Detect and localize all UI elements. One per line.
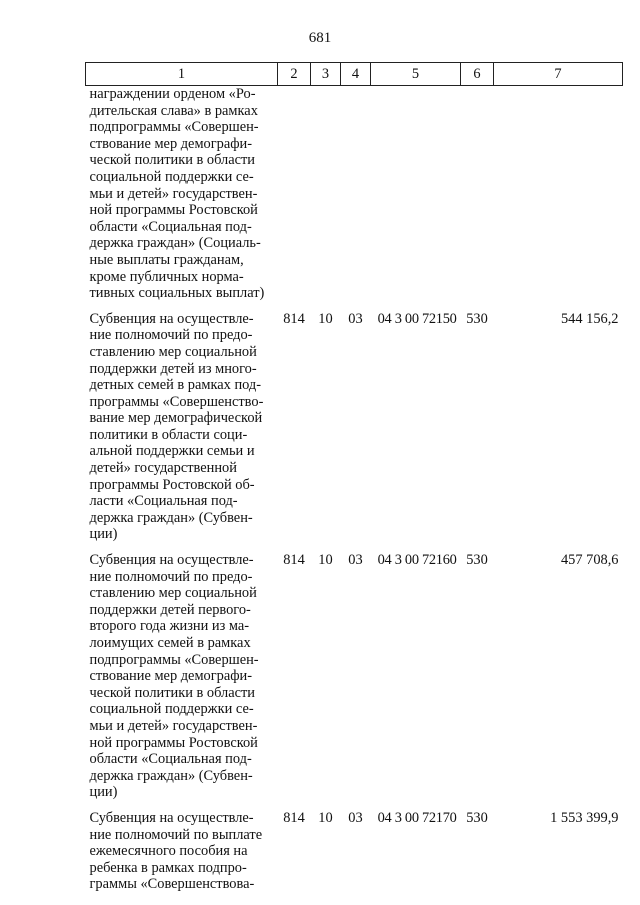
description-line: программы Ростовской об-	[89, 476, 255, 493]
ministry-code: 814	[283, 310, 305, 327]
description-line: поддержки детей из много-	[89, 360, 257, 377]
description-line: награждении орденом «Ро-	[89, 86, 256, 102]
expense-type-code: 530	[466, 310, 488, 327]
description-line: ние полномочий по выплате	[89, 826, 263, 843]
description-line: дительская слава» в рамках	[89, 102, 258, 119]
description-line: ние полномочий по предо-	[89, 327, 253, 344]
amount-value	[494, 86, 623, 311]
header-col-2: 2	[278, 63, 311, 86]
description-line: тивных социальных выплат)	[89, 285, 265, 302]
header-col-1: 1	[86, 63, 278, 86]
subsection-code: 03	[348, 809, 363, 826]
description-line: мьи и детей» государствен-	[89, 717, 258, 734]
table-row	[86, 311, 623, 552]
description-line: лоимущих семей в рамках	[89, 635, 251, 651]
description-line: ласти «Социальная под-	[89, 493, 238, 510]
description-line: детных семей в рамках под-	[89, 377, 262, 394]
section-code: 10	[318, 552, 333, 569]
description-line: ной программы Ростовской	[89, 734, 258, 751]
header-col-6: 6	[461, 63, 494, 86]
description-line: области «Социальная под-	[89, 751, 252, 768]
expense-type-code	[461, 86, 494, 311]
table-row	[86, 552, 623, 810]
ministry-code: 814	[283, 809, 305, 826]
description-line: Субвенция на осуществле-	[89, 552, 254, 569]
target-article-code: 04 3 00 72160	[377, 552, 457, 569]
section-code: 10	[318, 310, 333, 327]
description-line: области «Социальная под-	[89, 218, 252, 235]
description-line: подпрограммы «Совершен-	[89, 119, 259, 136]
row-description	[86, 86, 278, 311]
section-code	[311, 86, 341, 311]
description-line: ствование мер демографи-	[89, 668, 253, 685]
table-header	[86, 63, 623, 86]
ministry-code: 814	[283, 552, 305, 569]
description-line: социальной поддержки се-	[89, 701, 254, 718]
target-article-code: 04 3 00 72150	[377, 310, 457, 327]
subsection-code: 03	[348, 552, 363, 569]
description-line: мьи и детей» государствен-	[89, 185, 258, 202]
description-line: держка граждан» (Субвен-	[89, 767, 253, 784]
expense-type-code: 530	[466, 552, 488, 569]
target-article-code	[371, 86, 461, 311]
row-description	[86, 810, 278, 902]
description-line: альной поддержки семьи и	[89, 443, 255, 460]
table-body	[86, 86, 623, 902]
description-line: подпрограммы «Совершен-	[89, 651, 259, 668]
description-line: ствование мер демографи-	[89, 135, 253, 152]
description-line: ческой политики в области	[89, 684, 255, 701]
table-row	[86, 810, 623, 902]
description-line: детей» государственной	[89, 460, 237, 477]
description-line: ставлению мер социальной	[89, 585, 257, 602]
row-description	[86, 552, 278, 810]
row-description	[86, 311, 278, 552]
header-col-7: 7	[494, 63, 623, 86]
description-line: ребенка в рамках подпро-	[89, 859, 247, 876]
description-line: программы «Совершенство-	[89, 393, 264, 410]
subsection-code	[341, 86, 371, 311]
description-line: Субвенция на осуществле-	[89, 809, 254, 826]
subsection-code: 03	[348, 310, 363, 327]
description-line: второго года жизни из ма-	[89, 618, 250, 635]
description-line: держка граждан» (Субвен-	[89, 509, 253, 526]
description-line: политики в области соци-	[89, 426, 248, 443]
description-line: ние полномочий по предо-	[89, 568, 253, 585]
amount-value: 457 708,6	[560, 552, 619, 569]
target-article-code: 04 3 00 72170	[377, 809, 457, 826]
header-col-5: 5	[371, 63, 461, 86]
description-line: кроме публичных норма-	[89, 268, 244, 285]
header-col-4: 4	[341, 63, 371, 86]
description-line: ции)	[89, 784, 118, 801]
section-code: 10	[318, 809, 333, 826]
ministry-code	[278, 86, 311, 311]
description-line: ной программы Ростовской	[89, 202, 258, 219]
description-line: вание мер демографической	[89, 410, 263, 427]
header-row	[86, 63, 623, 86]
expense-type-code: 530	[466, 809, 488, 826]
amount-value: 1 553 399,9	[550, 809, 619, 826]
table-row	[86, 86, 623, 311]
description-line: держка граждан» (Социаль-	[89, 235, 261, 252]
header-col-3: 3	[311, 63, 341, 86]
description-line: ции)	[89, 526, 118, 543]
description-line: ежемесячного пособия на	[89, 843, 248, 860]
description-line: ческой политики в области	[89, 152, 255, 169]
description-line: поддержки детей первого-	[89, 601, 251, 618]
budget-table	[85, 62, 623, 902]
description-line: социальной поддержки се-	[89, 168, 254, 185]
description-line: ставлению мер социальной	[89, 343, 257, 360]
description-line: граммы «Совершенствова-	[89, 876, 255, 893]
page-number: 681	[308, 30, 332, 46]
amount-value: 544 156,2	[560, 310, 619, 327]
description-line: ные выплаты гражданам,	[89, 251, 244, 268]
description-line: Субвенция на осуществле-	[89, 310, 254, 327]
